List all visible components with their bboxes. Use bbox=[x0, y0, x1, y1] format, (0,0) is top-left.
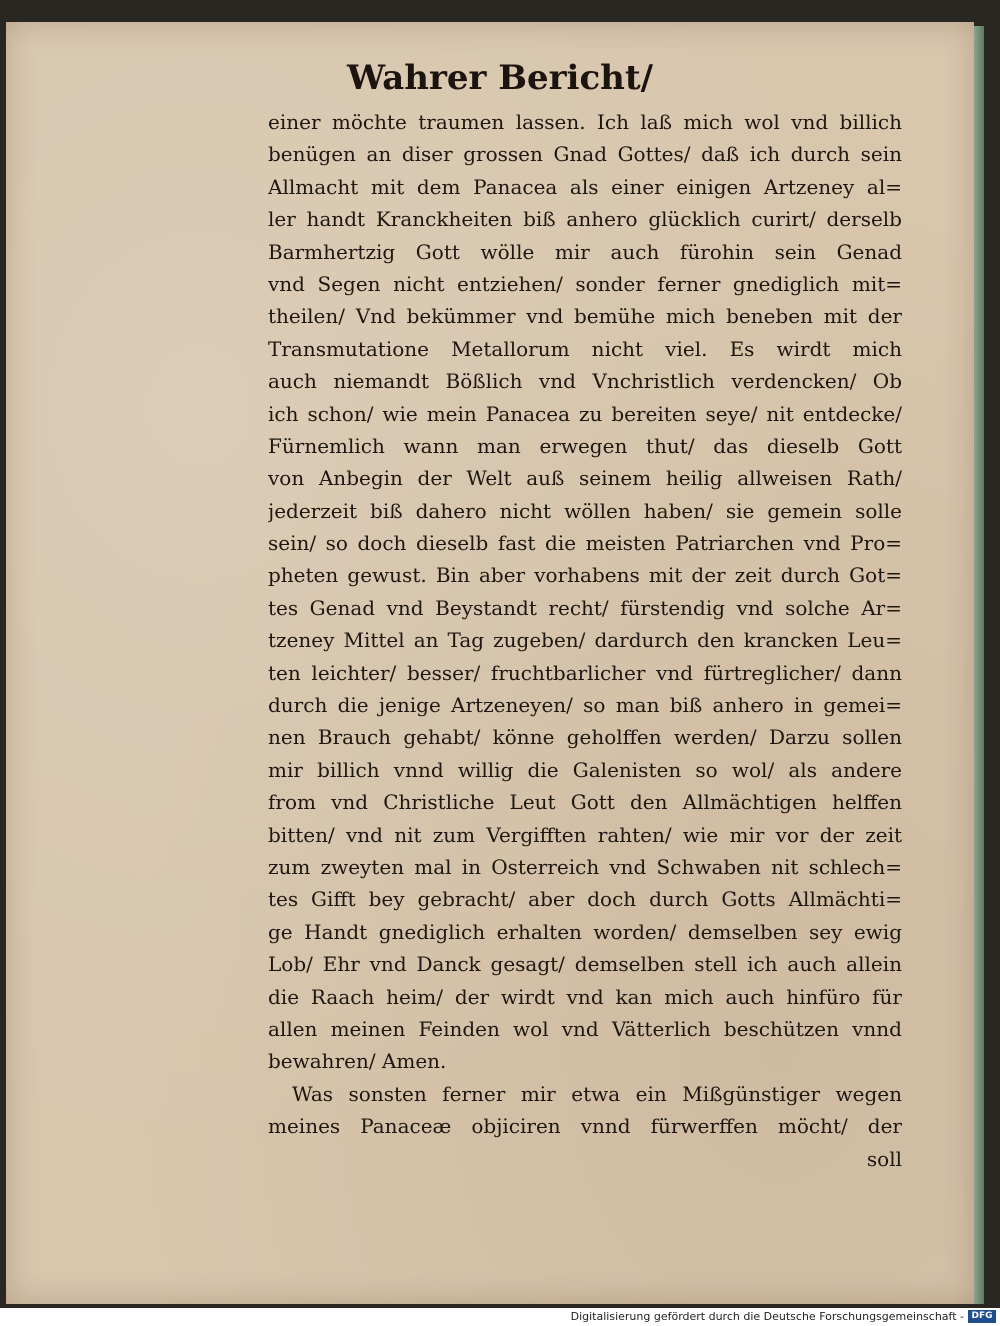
text-line: die Raach heim/ der wirdt vnd kan mich auch hinfüro für bbox=[268, 984, 902, 1009]
text-line: einer möchte traumen lassen. Ich laß mich wol vnd billich bbox=[268, 110, 902, 134]
text-line: sein/ so doch dieselb fast die meisten Patriarchen vnd Pro= bbox=[268, 531, 902, 556]
text-line: allen meinen Feinden wol vnd Vätterlich beschützen vnnd bbox=[268, 1016, 902, 1041]
text-line: Barmhertzig Gott wölle mir auch fürohin sein Genad bbox=[268, 239, 902, 264]
text-line: Fürnemlich wann man erwegen thut/ das dieselb Gott bbox=[268, 433, 902, 458]
text-line: bewahren/ Amen. bbox=[268, 1049, 447, 1074]
text-line: benügen an diser grossen Gnad Gottes/ daß ich durch sein bbox=[268, 142, 902, 167]
funding-note: Digitalisierung gefördert durch die Deutsche Forschungsgemeinschaft - bbox=[570, 1310, 964, 1323]
text-line: theilen/ Vnd bekümmer vnd bemühe mich beneben mit der bbox=[268, 304, 902, 329]
text-line: zum zweyten mal in Osterreich vnd Schwaben nit schlech= bbox=[268, 854, 902, 879]
text-line: tes Genad vnd Beystandt recht/ fürstendig vnd solche Ar= bbox=[268, 595, 902, 620]
text-line: durch die jenige Artzeneyen/ so man biß anhero in gemei= bbox=[268, 693, 902, 718]
text-line: tes Gifft bey gebracht/ aber doch durch Gotts Allmächti= bbox=[268, 887, 902, 912]
footer-bar bbox=[0, 1308, 1000, 1326]
dfg-logo: DFG bbox=[968, 1310, 996, 1323]
text-line: ich schon/ wie mein Panacea zu bereiten seye/ nit entdecke/ bbox=[268, 401, 902, 426]
text-line: mir billich vnnd willig die Galenisten so wol/ als andere bbox=[268, 757, 902, 782]
text-line: ler handt Kranckheiten biß anhero glücklich curirt/ derselb bbox=[268, 207, 902, 232]
text-line: jederzeit biß dahero nicht wöllen haben/ sie gemein solle bbox=[268, 498, 902, 523]
running-header: Wahrer Bericht/ bbox=[346, 58, 654, 98]
text-line: Allmacht mit dem Panacea als einer einigen Artzeney al= bbox=[268, 174, 902, 199]
text-line: from vnd Christliche Leut Gott den Allmächtigen helffen bbox=[268, 790, 902, 815]
text-block bbox=[268, 106, 902, 1175]
text-line: ten leichter/ besser/ fruchtbarlicher vnd fürtreglicher/ dann bbox=[268, 660, 902, 685]
text-line: vnd Segen nicht entziehen/ sonder ferner gnediglich mit= bbox=[268, 271, 902, 296]
text-line: von Anbegin der Welt auß seinem heilig allweisen Rath/ bbox=[268, 466, 902, 491]
text-line: ge Handt gnediglich erhalten worden/ demselben sey ewig bbox=[268, 919, 902, 944]
text-line: Transmutatione Metallorum nicht viel. Es wirdt mich bbox=[268, 336, 902, 361]
text-line: meines Panaceæ objiciren vnnd fürwerffen möcht/ der bbox=[268, 1114, 902, 1139]
text-line: auch niemandt Bößlich vnd Vnchristlich verdencken/ Ob bbox=[268, 369, 902, 394]
text-line: bitten/ vnd nit zum Vergifften rahten/ wie mir vor der zeit bbox=[268, 822, 902, 847]
catchword: soll bbox=[866, 1146, 902, 1171]
text-line: pheten gewust. Bin aber vorhabens mit der zeit durch Got= bbox=[268, 563, 902, 588]
text-line: nen Brauch gehabt/ könne geholffen werden/ Darzu sollen bbox=[268, 725, 902, 750]
page-edge bbox=[974, 26, 984, 1304]
text-line: Was sonsten ferner mir etwa ein Mißgünstiger wegen bbox=[292, 1081, 902, 1106]
text-line: tzeney Mittel an Tag zugeben/ dardurch den krancken Leu= bbox=[268, 628, 902, 653]
text-line: Lob/ Ehr vnd Danck gesagt/ demselben stell ich auch allein bbox=[268, 952, 902, 977]
